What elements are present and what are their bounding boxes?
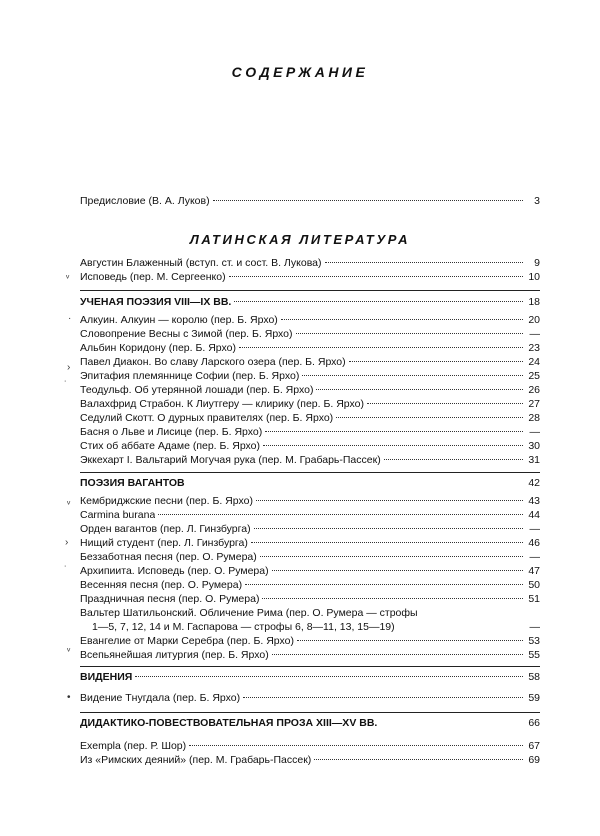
- leader-dots: [239, 346, 523, 348]
- page-title: СОДЕРЖАНИЕ: [231, 64, 369, 80]
- leader-dots: [281, 318, 523, 320]
- entry-page: 24: [528, 356, 540, 368]
- entry-page: 43: [528, 495, 540, 507]
- entry-page: —: [529, 551, 540, 563]
- toc-entry: [80, 522, 540, 536]
- entry-text: Седулий Скотт. О дурных правителях (пер. Б. Ярхо): [80, 412, 334, 424]
- entry-page: 50: [528, 579, 540, 591]
- entry-text: Альбин Коридону (пер. Б. Ярхо): [80, 342, 236, 354]
- entry-page: 9: [534, 257, 540, 269]
- entry-text: Эккехарт I. Вальтарий Могучая рука (пер. М. Грабарь-Пассек): [80, 454, 381, 466]
- entry-text: Алкуин. Алкуин — королю (пер. Б. Ярхо): [80, 314, 278, 326]
- leader-dots: [263, 444, 523, 446]
- toc-entry: [80, 439, 540, 453]
- section-heading: ЛАТИНСКАЯ ЛИТЕРАТУРА: [189, 232, 411, 247]
- entry-text: Весенняя песня (пер. О. Румера): [80, 579, 243, 591]
- entry-text: ПОЭЗИЯ ВАГАНТОВ: [80, 477, 185, 489]
- entry-text: УЧЕНАЯ ПОЭЗИЯ VIII—IX ВВ.: [80, 296, 232, 308]
- toc-entry: [80, 313, 540, 327]
- section-rule: [80, 712, 540, 713]
- toc-section-entry: [80, 670, 540, 684]
- toc-entry: [80, 578, 540, 592]
- entry-page: 51: [528, 593, 540, 605]
- entry-page: 26: [528, 384, 540, 396]
- entry-text: Августин Блаженный (вступ. ст. и сост. В. Лукова): [80, 257, 322, 269]
- margin-mark: ˙: [64, 380, 68, 391]
- entry-text: Беззаботная песня (пер. О. Румера): [80, 551, 257, 563]
- section-rule: [80, 472, 540, 473]
- margin-mark: ˙: [64, 565, 68, 576]
- entry-page: 42: [528, 477, 540, 489]
- entry-page: —: [529, 426, 540, 438]
- leader-dots: [234, 300, 523, 302]
- entry-page: 55: [528, 649, 540, 661]
- entry-text: Carmina burana: [80, 509, 156, 521]
- entry-text: Исповедь (пер. М. Сергеенко): [80, 271, 226, 283]
- toc-entry: [80, 648, 540, 662]
- toc-entry: [80, 411, 540, 425]
- leader-dots: [325, 261, 523, 263]
- entry-text: ВИДЕНИЯ: [80, 671, 133, 683]
- entry-text: Предисловие (В. А. Луков): [80, 195, 210, 207]
- entry-page: 31: [528, 454, 540, 466]
- toc-entry: [80, 606, 540, 620]
- entry-page: 25: [528, 370, 540, 382]
- toc-entry: [80, 256, 540, 270]
- toc-entry: [80, 508, 540, 522]
- leader-dots: [158, 513, 523, 515]
- leader-dots: [135, 675, 523, 677]
- entry-page: 66: [528, 717, 540, 729]
- entry-text: Нищий студент (пер. Л. Гинзбурга): [80, 537, 248, 549]
- leader-dots: [251, 541, 523, 543]
- toc-entry: [80, 564, 540, 578]
- entry-text: Басня о Льве и Лисице (пер. Б. Ярхо): [80, 426, 263, 438]
- toc-section-entry: [80, 476, 540, 490]
- entry-text: 1—5, 7, 12, 14 и М. Гаспарова — строфы 6, 8—11, 13, 15—19): [92, 621, 395, 633]
- entry-text: Валахфрид Страбон. К Лиутгеру — клирику (пер. Б. Ярхо): [80, 398, 364, 410]
- leader-dots: [302, 374, 523, 376]
- leader-dots: [336, 416, 523, 418]
- toc-entry: [80, 369, 540, 383]
- entry-text: Праздничная песня (пер. О. Румера): [80, 593, 260, 605]
- entry-page: 46: [528, 537, 540, 549]
- entry-text: ДИДАКТИКО-ПОВЕСТВОВАТЕЛЬНАЯ ПРОЗА XIII—XV ВВ.: [80, 717, 378, 729]
- toc-entry: [80, 536, 540, 550]
- entry-text: Вальтер Шатильонский. Обличение Рима (пер. О. Румера — строфы: [80, 607, 418, 619]
- margin-mark: •: [67, 692, 71, 703]
- leader-dots: [367, 402, 523, 404]
- leader-dots: [189, 744, 523, 746]
- margin-mark: ᵥ: [67, 643, 71, 654]
- toc-entry: [80, 453, 540, 467]
- leader-dots: [213, 199, 523, 201]
- entry-page: 20: [528, 314, 540, 326]
- toc-entry: [80, 550, 540, 564]
- leader-dots: [243, 696, 523, 698]
- toc-entry: [80, 341, 540, 355]
- toc-entry: [80, 691, 540, 705]
- toc-entry: [80, 494, 540, 508]
- entry-text: Exempla (пер. Р. Шор): [80, 740, 187, 752]
- leader-dots: [265, 430, 523, 432]
- leader-dots: [256, 499, 523, 501]
- margin-mark: ᵥ: [66, 270, 70, 281]
- entry-page: 58: [528, 671, 540, 683]
- margin-mark: ᵥ: [67, 496, 71, 507]
- entry-page: 23: [528, 342, 540, 354]
- leader-dots: [349, 360, 523, 362]
- entry-page: 18: [528, 296, 540, 308]
- leader-dots: [272, 653, 523, 655]
- entry-page: —: [529, 621, 540, 633]
- toc-entry: [80, 739, 540, 753]
- entry-page: 67: [528, 740, 540, 752]
- entry-page: 27: [528, 398, 540, 410]
- entry-page: 53: [528, 635, 540, 647]
- toc-entry: [80, 634, 540, 648]
- leader-dots: [316, 388, 523, 390]
- toc-entry: [80, 592, 540, 606]
- entry-page: 69: [528, 754, 540, 766]
- toc-entry: [80, 327, 540, 341]
- leader-dots: [229, 275, 523, 277]
- leader-dots: [314, 758, 523, 760]
- entry-text: Теодульф. Об утерянной лошади (пер. Б. Ярхо): [80, 384, 314, 396]
- entry-text: Всепьянейшая литургия (пер. Б. Ярхо): [80, 649, 269, 661]
- toc-entry: [80, 270, 540, 284]
- entry-text: Павел Диакон. Во славу Ларского озера (пер. Б. Ярхо): [80, 356, 346, 368]
- entry-page: —: [529, 328, 540, 340]
- leader-dots: [272, 569, 523, 571]
- entry-text: Стих об аббате Адаме (пер. Б. Ярхо): [80, 440, 261, 452]
- entry-text: Видение Тнугдала (пер. Б. Ярхо): [80, 692, 241, 704]
- toc-entry: [80, 383, 540, 397]
- toc-section-entry: [80, 716, 540, 730]
- entry-page: 44: [528, 509, 540, 521]
- entry-text: Евангелие от Марки Серебра (пер. Б. Ярхо): [80, 635, 294, 647]
- toc-entry: [80, 753, 540, 767]
- margin-mark: ›: [65, 537, 69, 548]
- toc-entry: [80, 355, 540, 369]
- toc-entry: [80, 397, 540, 411]
- entry-text: Орден вагантов (пер. Л. Гинзбурга): [80, 523, 251, 535]
- leader-dots: [297, 639, 523, 641]
- leader-dots: [245, 583, 523, 585]
- entry-text: Словопрение Весны с Зимой (пер. Б. Ярхо): [80, 328, 293, 340]
- entry-text: Архипиита. Исповедь (пер. О. Румера): [80, 565, 269, 577]
- entry-text: Из «Римских деяний» (пер. М. Грабарь-Пассек): [80, 754, 312, 766]
- entry-text: Эпитафия племяннице Софии (пер. Б. Ярхо): [80, 370, 300, 382]
- leader-dots: [254, 527, 523, 529]
- entry-page: 30: [528, 440, 540, 452]
- margin-mark: ·: [68, 313, 72, 324]
- toc-entry: [80, 194, 540, 208]
- toc-section-entry: [80, 295, 540, 309]
- entry-page: 59: [528, 692, 540, 704]
- leader-dots: [384, 458, 523, 460]
- toc-entry-continuation: [92, 620, 540, 634]
- section-rule: [80, 666, 540, 667]
- entry-page: 28: [528, 412, 540, 424]
- entry-text: Кембриджские песни (пер. Б. Ярхо): [80, 495, 253, 507]
- section-rule: [80, 290, 540, 291]
- margin-mark: ›: [67, 362, 71, 373]
- leader-dots: [260, 555, 523, 557]
- entry-page: —: [529, 523, 540, 535]
- toc-entry: [80, 425, 540, 439]
- entry-page: 3: [534, 195, 540, 207]
- entry-page: 47: [528, 565, 540, 577]
- entry-page: 10: [528, 271, 540, 283]
- leader-dots: [296, 332, 523, 334]
- leader-dots: [262, 597, 523, 599]
